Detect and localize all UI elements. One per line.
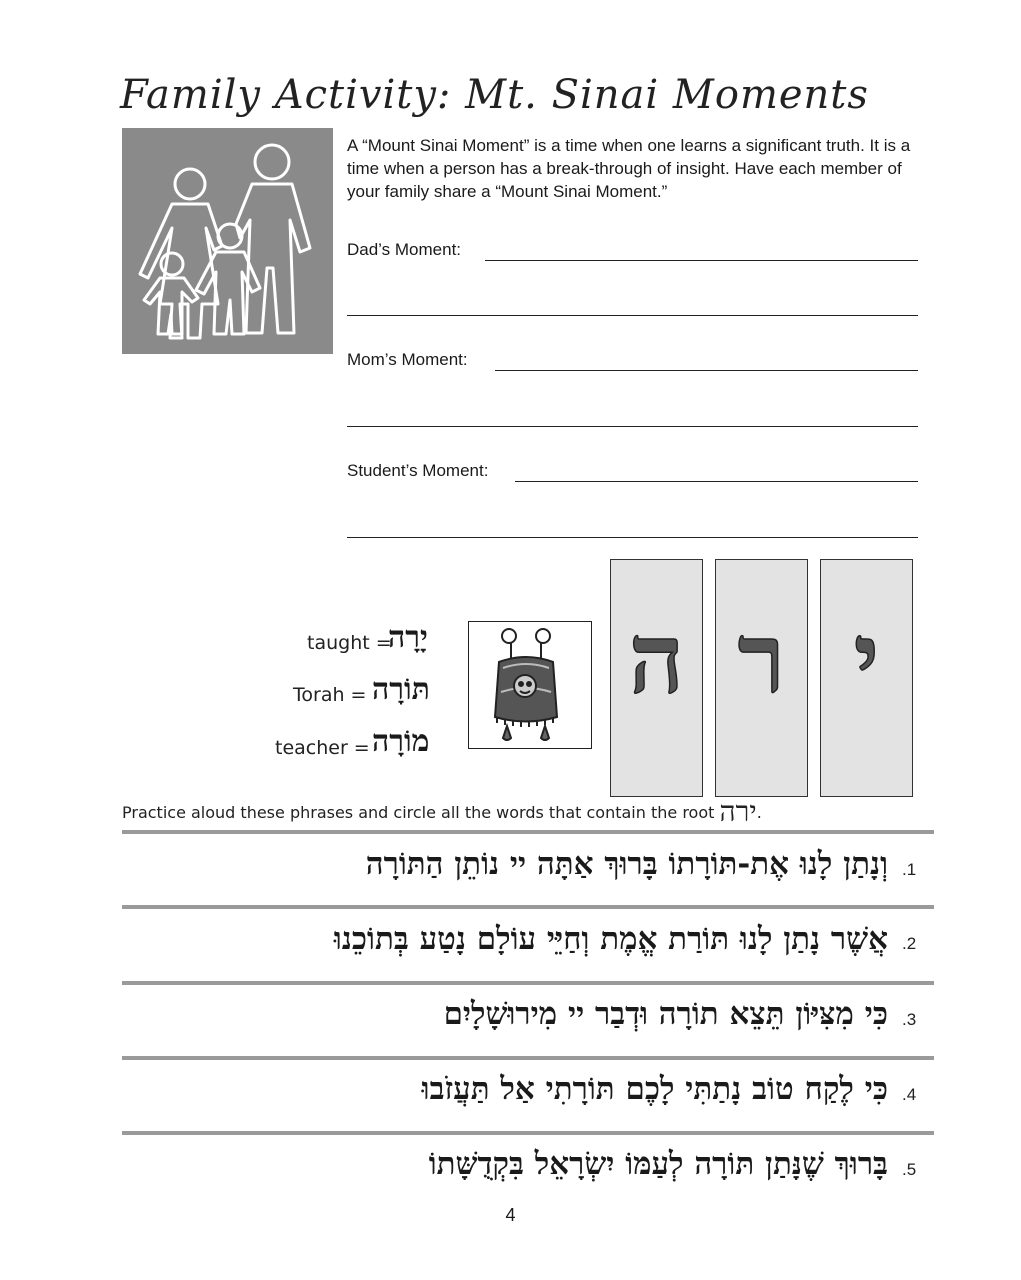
page-title: Family Activity: Mt. Sinai Moments (120, 72, 869, 118)
family-outline-icon (122, 128, 333, 354)
family-illustration (122, 128, 333, 354)
phrase-1-number: .1 (902, 860, 917, 879)
mom-moment-line-2[interactable] (347, 426, 918, 427)
torah-scroll-icon (469, 622, 590, 747)
divider-rule (122, 1056, 934, 1060)
instruction-body: Practice aloud these phrases and circle all the words that contain the root (122, 803, 715, 822)
root-letter-resh: ר (737, 602, 786, 715)
divider-rule (122, 981, 934, 985)
phrase-5-number: .5 (902, 1160, 917, 1179)
mom-moment-label: Mom’s Moment: (347, 350, 468, 369)
intro-paragraph: A “Mount Sinai Moment” is a time when one learns a significant truth. It is a time when a person has a break-through of insight. Have each member of your family share a “Mount Sinai Moment.” (347, 136, 911, 201)
dad-moment-line[interactable] (485, 260, 918, 261)
page-number: 4 (505, 1205, 516, 1225)
vocab-hebrew-torah: תּוֹרָה (372, 672, 430, 707)
phrase-4-number: .4 (902, 1085, 917, 1104)
root-letter-yod: י (853, 602, 880, 715)
phrase-1-text: וְנָתַן לָנוּ אֶת-תּוֹרָתוֹ בָּרוּךְ אַתָּה יי נוֹתֵן הַתּוֹרָה (365, 846, 888, 882)
root-letter-he: ה (628, 602, 685, 715)
phrase-2-number: .2 (902, 934, 917, 953)
mom-moment-line[interactable] (495, 370, 918, 371)
root-letter-box-2 (715, 559, 808, 797)
divider-rule (122, 830, 934, 834)
student-moment-line-2[interactable] (347, 537, 918, 538)
instruction-text (122, 795, 762, 829)
vocab-english-taught: taught = (307, 632, 392, 654)
dad-moment-line-2[interactable] (347, 315, 918, 316)
vocab-hebrew-taught: יָרָה (388, 620, 428, 655)
divider-rule (122, 1131, 934, 1135)
student-moment-label: Student’s Moment: (347, 461, 489, 480)
dad-moment-label: Dad’s Moment: (347, 240, 462, 259)
phrase-3-text: כִּי מִצִּיּוֹן תֵּצֵא תוֹרָה וּדְבַר יי מִירוּשָׁלָיִם (443, 996, 888, 1032)
student-moment-line[interactable] (515, 481, 918, 482)
instruction-end: . (756, 803, 762, 822)
root-letter-box-3 (610, 559, 703, 797)
divider-rule (122, 905, 934, 909)
vocab-english-torah: Torah = (293, 684, 367, 706)
torah-scroll-image (468, 621, 592, 749)
vocab-english-teacher: teacher = (275, 737, 370, 759)
vocab-hebrew-teacher: מוֹרָה (372, 724, 430, 759)
phrase-4-text: כִּי לֶקַח טוֹב נָתַתִּי לָכֶם תּוֹרָתִי אַל תַּעֲזֹבוּ (421, 1071, 888, 1107)
phrase-3-number: .3 (902, 1010, 917, 1029)
instruction-root: ירה (719, 795, 757, 828)
phrase-2-text: אֲשֶׁר נָתַן לָנוּ תּוֹרַת אֱמֶת וְחַיֵּי עוֹלָם נָטַע בְּתוֹכֵנוּ (333, 921, 888, 957)
root-letter-box-1 (820, 559, 913, 797)
phrase-5-text: בָּרוּךְ שֶׁנָּתַן תּוֹרָה לְעַמּוֹ יִשְׂרָאֵל בִּקְדֻשָּׁתוֹ (428, 1146, 888, 1182)
